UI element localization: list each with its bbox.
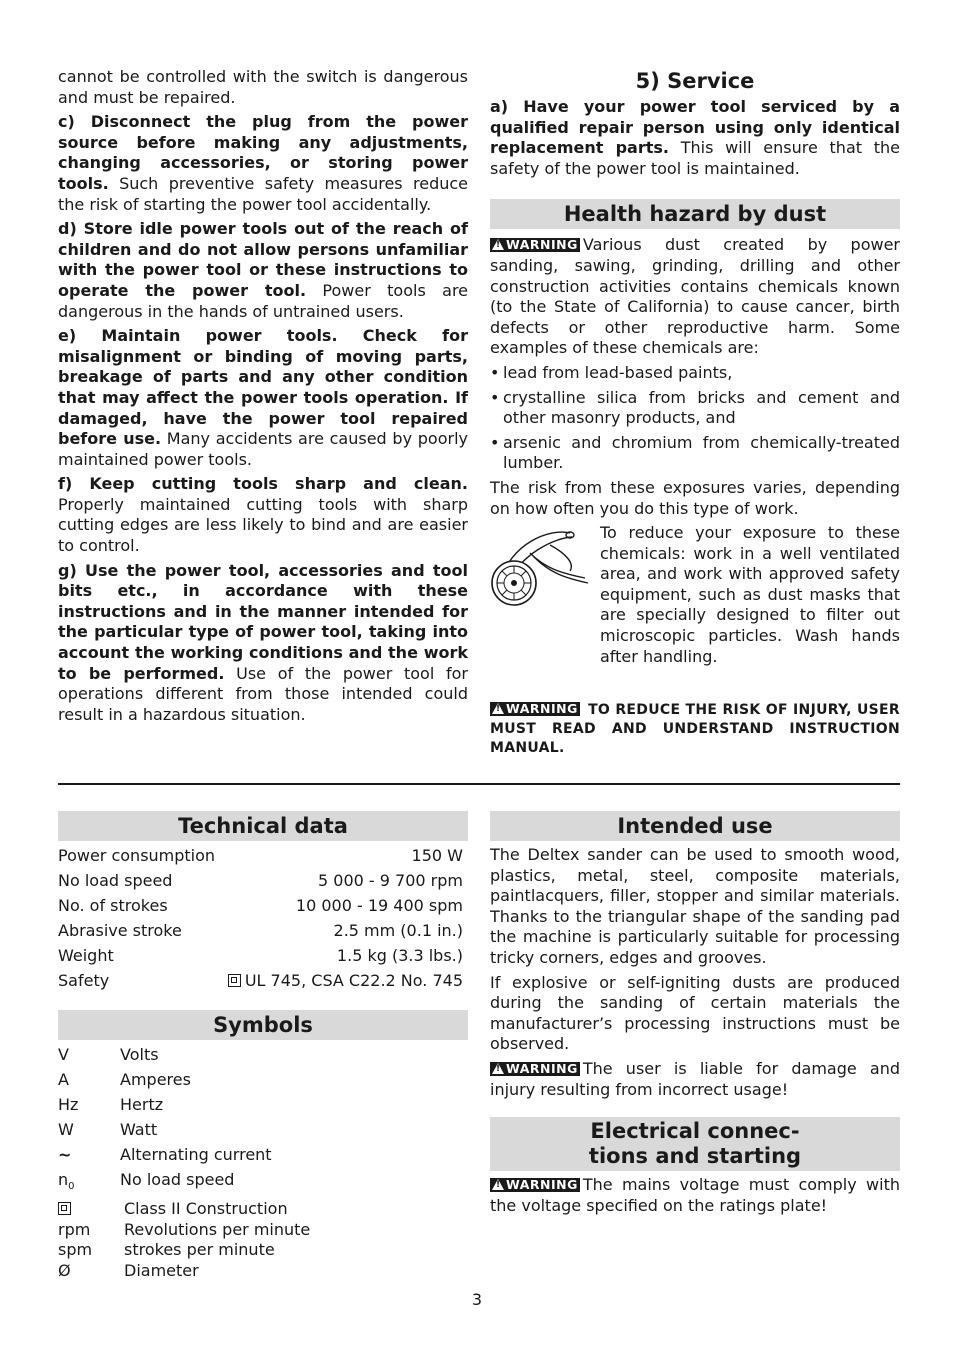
table-row <box>58 1067 468 1092</box>
dust-mask-icon <box>490 523 594 609</box>
list-item: • arsenic and chromium from chemically-treated lumber. <box>490 433 900 474</box>
tech-label: Weight <box>58 946 114 965</box>
paragraph-c-bold: c) Disconnect the plug from the power source before making any adjustments, changing accessories, or storing power tools. <box>58 112 468 193</box>
paragraph-c-text: Such preventive safety measures reduce the risk of starting the power tool accidentally. <box>58 173 468 214</box>
warning-badge <box>490 238 580 252</box>
tech-value: 5 000 - 9 700 rpm <box>318 871 463 890</box>
tech-value: UL 745, CSA C22.2 No. 745 <box>244 971 463 990</box>
tech-value: 150 W <box>411 846 463 865</box>
symbols-heading: Symbols <box>58 1010 468 1040</box>
electrical-warning <box>490 1175 900 1216</box>
paragraph-f-text: Properly maintained cutting tools with sharp cutting edges are less likely to bind and are easier to control. <box>58 494 468 556</box>
tech-label: Safety <box>58 971 110 990</box>
symbol-meaning: Alternating current <box>120 1145 272 1164</box>
table-row <box>58 1240 468 1261</box>
symbol <box>58 1199 124 1220</box>
service-a-text: This will ensure that the safety of the power tool is maintained. <box>490 138 901 178</box>
dust-intro-text: Various dust created by power sanding, sawing, grinding, drilling and other construction activities contains chemicals known (to the State of California) to cause cancer, birth defects or other reproductive harm. Some examples of these chemicals are: <box>490 235 900 358</box>
symbols-table <box>58 1042 468 1281</box>
electrical-heading-line1: Electrical connec- <box>590 1119 800 1144</box>
paragraph-d-bold: d) Store idle power tools out of the reach of children and do not allow persons unfamiliar with the power tool or these instructions to operate the power tool. <box>58 219 468 300</box>
table-row <box>58 1261 468 1282</box>
warning-label: WARNING <box>506 237 578 253</box>
risk-paragraph: The risk from these exposures varies, depending on how often you do this type of work. <box>490 477 900 518</box>
service-paragraph-a <box>490 97 900 179</box>
alternating-current-symbol: ~ <box>58 1145 72 1164</box>
service-heading: 5) Service <box>635 69 755 93</box>
electrical-heading <box>490 1117 900 1171</box>
symbol-meaning: Watt <box>120 1120 158 1139</box>
symbol: spm <box>58 1240 93 1260</box>
symbol-meaning: No load speed <box>120 1170 235 1189</box>
reduce-exposure-paragraph: To reduce your exposure to these chemicals: work in a well ventilated area, and work with approved safety equipment, such as dust masks that are specially designed to filter out microscopic particles. Wash hands after handling. <box>600 523 900 666</box>
tech-value-safety <box>228 968 468 993</box>
table-row <box>58 918 468 943</box>
paragraph-g <box>58 561 468 726</box>
page-number: 3 <box>471 1290 483 1309</box>
symbol: A <box>58 1070 69 1089</box>
table-row <box>58 1092 468 1117</box>
warning-triangle-icon <box>492 239 504 250</box>
symbol-base: n <box>58 1170 69 1189</box>
chemicals-list <box>490 363 900 474</box>
symbol: Hz <box>58 1095 79 1114</box>
electrical-heading-line2: tions and starting <box>588 1144 802 1169</box>
symbol: V <box>58 1045 69 1064</box>
intended-warning-text: The user is liable for damage and injury resulting from incorrect usage! <box>490 1058 900 1099</box>
warning-triangle-icon <box>492 1063 504 1074</box>
tech-label: No. of strokes <box>58 896 168 915</box>
table-row <box>58 843 468 868</box>
manual-warning <box>490 701 900 758</box>
intended-warning <box>490 1059 900 1100</box>
tech-value: 2.5 mm (0.1 in.) <box>333 921 463 940</box>
paragraph-c <box>58 112 468 215</box>
symbol-meaning: Hertz <box>120 1095 164 1114</box>
paragraph-b-continued: cannot be controlled with the switch is dangerous and must be repaired. <box>58 67 468 107</box>
symbol <box>58 1167 120 1199</box>
paragraph-f <box>58 474 468 556</box>
list-item: • crystalline silica from bricks and cement and other masonry products, and <box>490 388 900 429</box>
electrical-warning-text: The mains voltage must comply with the voltage specified on the ratings plate! <box>490 1175 900 1215</box>
intended-paragraph-1: The Deltex sander can be used to smooth wood, plastics, metal, steel, composite materials, paintlacquers, filler, stopper and similar materials. Thanks to the triangular shape of the sanding pad the machine is particularly suitable for processing tricky corners, edges and grooves. <box>490 845 900 967</box>
warning-badge <box>490 1062 580 1076</box>
tech-label: Abrasive stroke <box>58 921 182 940</box>
table-row <box>58 1117 468 1142</box>
symbol-meaning: Class II Construction <box>124 1199 288 1219</box>
intended-use-heading: Intended use <box>490 811 900 841</box>
table-row <box>58 943 468 968</box>
service-a-bold: a) Have your power tool serviced by a qualified repair person using only identical replacement parts. <box>490 97 900 158</box>
symbol-subscript: 0 <box>68 1181 75 1193</box>
symbol-meaning: Amperes <box>120 1070 191 1089</box>
symbol-meaning: Revolutions per minute <box>124 1219 311 1239</box>
dust-mask-block <box>490 523 900 671</box>
symbol-meaning: Volts <box>120 1045 159 1064</box>
tech-symbols-column <box>58 811 468 1281</box>
paragraph-d <box>58 219 468 322</box>
paragraph-e <box>58 326 468 470</box>
warning-triangle-icon <box>492 703 504 714</box>
paragraph-g-text: Use of the power tool for operations different from those intended could result in a hazardous situation. <box>58 663 468 724</box>
class-ii-icon <box>58 1202 71 1215</box>
paragraph-e-bold: e) Maintain power tools. Check for misalignment or binding of moving parts, breakage of parts and any other condition that may affect the power tools operation. If damaged, have the power tool repaired before use. <box>58 326 468 449</box>
intended-paragraph-2: If explosive or self-igniting dusts are produced during the sanding of certain materials the manufacturer’s processing instructions must be observed. <box>490 972 900 1054</box>
warning-label: WARNING <box>506 701 578 717</box>
tech-value: 10 000 - 19 400 spm <box>295 896 463 915</box>
table-row <box>58 1199 468 1220</box>
symbol: W <box>58 1120 74 1139</box>
warning-triangle-icon <box>492 1179 504 1190</box>
dust-heading: Health hazard by dust <box>490 199 900 229</box>
technical-data-table <box>58 843 468 993</box>
table-row <box>58 893 468 918</box>
symbol: Ø <box>58 1260 71 1280</box>
symbol-meaning: Diameter <box>124 1260 199 1280</box>
warning-badge <box>490 702 580 716</box>
class-ii-icon <box>228 974 241 987</box>
service-dust-column <box>490 68 900 758</box>
tech-value: 1.5 kg (3.3 lbs.) <box>336 946 463 965</box>
paragraph-d-text: Power tools are dangerous in the hands of untrained users. <box>58 280 469 321</box>
paragraph-f-bold: f) Keep cutting tools sharp and clean. <box>58 474 468 494</box>
tech-label: Power consumption <box>58 846 216 865</box>
table-row <box>58 868 468 893</box>
tech-label: No load speed <box>58 871 173 890</box>
symbol: rpm <box>58 1219 91 1239</box>
safety-rules-column <box>58 67 468 729</box>
section-divider <box>58 783 900 785</box>
table-row <box>58 1142 468 1167</box>
table-row <box>58 1220 468 1241</box>
table-row <box>58 1167 468 1199</box>
table-row <box>58 1042 468 1067</box>
manual-warning-text: TO REDUCE THE RISK OF INJURY, USER MUST READ AND UNDERSTAND INSTRUCTION MANUAL. <box>490 702 900 757</box>
paragraph-g-bold: g) Use the power tool, accessories and tool bits etc., in accordance with these instructions and in the manner intended for the particular type of power tool, taking into account the working conditions and the work to be performed. <box>58 560 468 683</box>
symbol-meaning: strokes per minute <box>124 1240 275 1260</box>
list-item: • lead from lead-based paints, <box>490 363 900 384</box>
warning-badge <box>490 1178 580 1192</box>
dust-intro <box>490 235 900 359</box>
dust-mask-illustration <box>490 523 600 671</box>
warning-label: WARNING <box>506 1177 578 1193</box>
technical-data-heading: Technical data <box>58 811 468 841</box>
intended-electrical-column <box>490 811 900 1220</box>
warning-label: WARNING <box>506 1060 578 1076</box>
table-row <box>58 968 468 993</box>
paragraph-e-text: Many accidents are caused by poorly maintained power tools. <box>58 429 468 469</box>
